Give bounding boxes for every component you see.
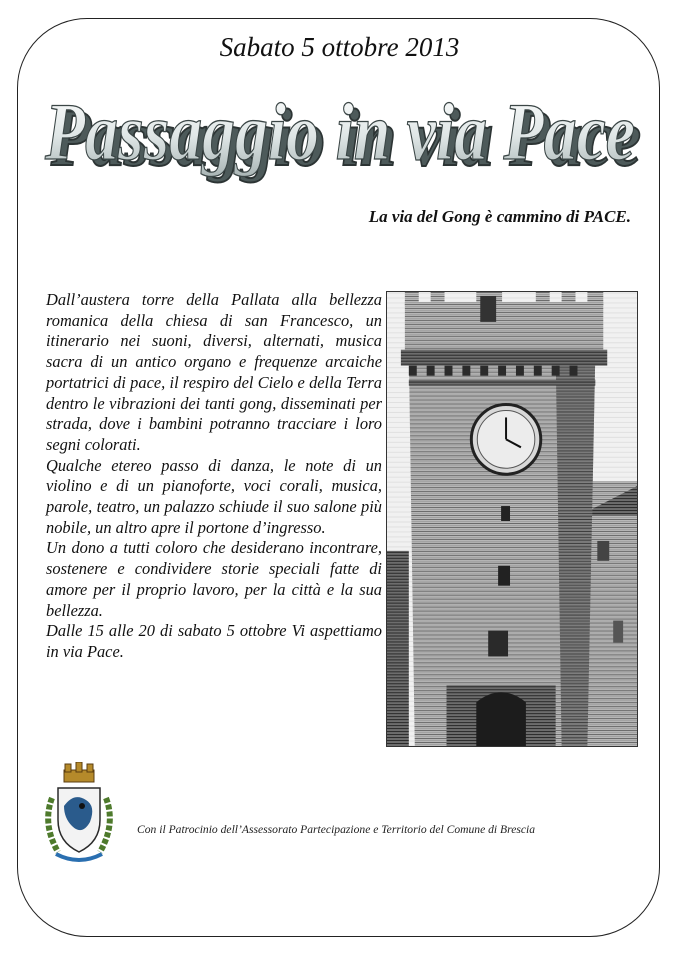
event-date: Sabato 5 ottobre 2013 <box>219 32 460 62</box>
tower-image <box>386 291 638 747</box>
coat-of-arms-image <box>38 762 120 866</box>
poster-title <box>40 70 645 190</box>
patronage-text: Con il Patrocinio dell’Assessorato Partecipazione e Territorio del Comune di Brescia <box>137 823 536 836</box>
paragraph-4: Dalle 15 alle 20 di sabato 5 ottobre Vi aspettiamo in via Pace. <box>46 621 382 661</box>
paragraph-1: Dall’austera torre della Pallata alla bellezza romanica della chiesa di san Francesco, un itinerario nei suoni, diversi, alternati, musica sacra di un antico organo e frequenze arcaiche portatrici di pace, il respiro del Cielo e della Terra dentro le vibrazioni dei tanti gong, disseminati per strada, dove i bambini potranno tracciare i loro segni colorati. <box>46 290 382 454</box>
poster-title-shadow: Passaggio in via Pace <box>50 92 641 183</box>
poster-title-face: Passaggio in via Pace <box>44 86 635 177</box>
paragraph-3: Un dono a tutti coloro che desiderano incontrare, sostenere e condividere storie speciali fatte di amore per il proprio lavoro, per la città e la sua bellezza. <box>46 538 382 620</box>
subtitle: La via del Gong è cammino di PACE. <box>368 207 631 226</box>
body-text <box>46 290 382 663</box>
paragraph-2: Qualche etereo passo di danza, le note di un violino e di un pianoforte, voci corali, musica, parole, teatro, un palazzo schiude il suo salone più nobile, un altro apre il portone d’ingresso. <box>46 455 382 537</box>
